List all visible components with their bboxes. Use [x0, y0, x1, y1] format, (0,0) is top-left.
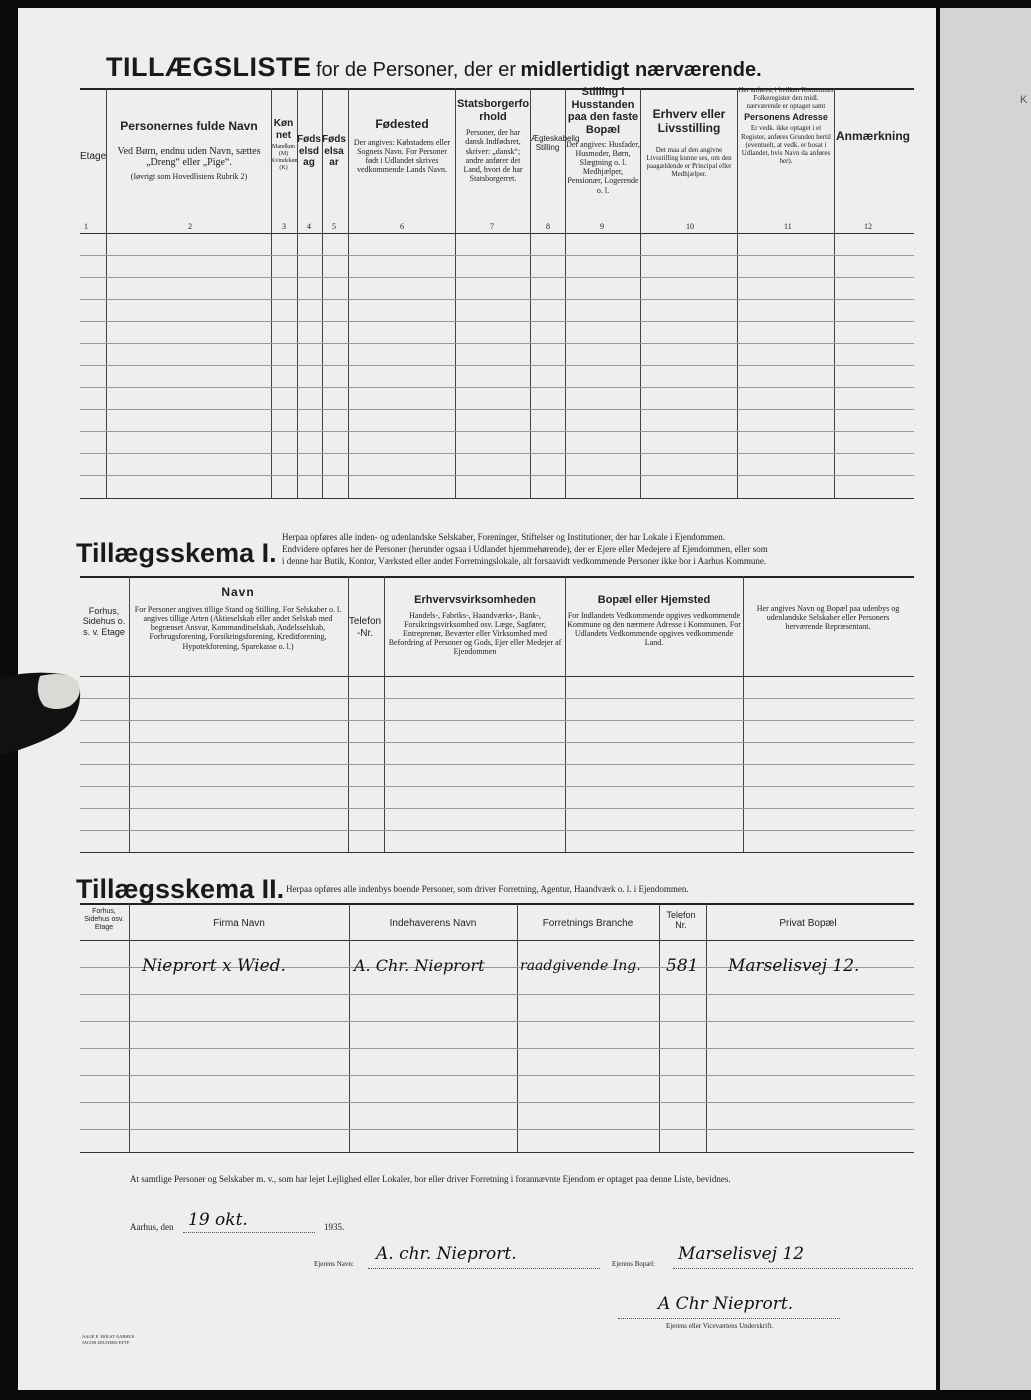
owner-address-line — [673, 1268, 913, 1269]
skema2-col-bopael: Privat Bopæl — [779, 918, 837, 929]
row-rule — [80, 365, 914, 366]
owner-name-handwritten: A. chr. Nieprort. — [376, 1244, 517, 1264]
page-title: TILLÆGSLISTE for de Personer, der er midlertidigt nærværende. — [106, 52, 762, 82]
col-header-anmaerkning: Anmærkning — [836, 129, 911, 143]
row-rule — [80, 764, 914, 765]
col-header-aegteskab: Ægteskabelig Stilling — [531, 134, 580, 153]
column-number: 1 — [84, 222, 88, 231]
row-rule — [80, 1021, 914, 1022]
col-header-foedselsaar: Fødselsaar — [322, 134, 346, 168]
row-rule — [80, 742, 914, 743]
year-label: 1935. — [324, 1222, 345, 1232]
row-rule — [80, 277, 914, 278]
column-rule — [659, 903, 660, 1152]
thumb-icon — [0, 660, 90, 780]
row-rule — [80, 1075, 914, 1076]
row-rule — [80, 1048, 914, 1049]
column-number: 2 — [188, 222, 192, 231]
form-page — [18, 8, 936, 1390]
skema2-note: Herpaa opføres alle indenbys boende Personer, som driver Forretning, Agentur, Haandværk o. l. i Ejendommen. — [286, 884, 689, 894]
row-rule — [80, 409, 914, 410]
row-rule — [80, 299, 914, 300]
divider — [80, 852, 914, 853]
column-number: 8 — [546, 222, 550, 231]
column-number: 5 — [332, 222, 336, 231]
skema1-col-navn: Navn For Personer angives tillige Stand og Stilling. For Selskaber o. l. angives tillige Arten (Aktieselskab eller andet Selskab med begrænset Ansvar, Kommanditselskab, Andelsselskab, Forbrugsforening, Forsikringsforening, Kreditforening, Hypotekforening, Sparekasse o. l.) — [134, 585, 342, 651]
column-number: 7 — [490, 222, 494, 231]
column-rule — [349, 903, 350, 1152]
column-number: 10 — [686, 222, 694, 231]
col-header-foedested: Fødested Der angives: Købstadens eller Sognets Navn. For Personer født i Udlandet skrives vedkommende Lands Navn. — [353, 117, 451, 175]
column-number: 11 — [784, 222, 792, 231]
row-rule — [80, 786, 914, 787]
col-header-foedselsdag: Fødselsdag — [297, 134, 321, 168]
telefon-cell: 581 — [666, 956, 699, 976]
column-rule — [743, 576, 744, 852]
skema2-col-firma: Firma Navn — [213, 918, 265, 929]
skema1-col-erhverv: Erhvervsvirksomheden Handels-, Fabriks-, Haandværks-, Bank-, Forsikringsvirksomhed osv. Læge, Sagfører, Entreprenør, Beværter eller Virksomhed med Befordring af Personer og Gods, Ejer eller Medejer af Ejendommen — [388, 594, 562, 657]
printer-imprint-2: JACOB ZEUNERS EFTF. — [82, 1340, 131, 1345]
column-rule — [517, 903, 518, 1152]
signature-handwritten: A Chr Nieprort. — [658, 1294, 794, 1314]
column-rule — [834, 88, 835, 498]
skema1-col-bopael: Bopæl eller Hjemsted For Indlandets Vedkommende opgives vedkommende Kommune og den nærmere Adresse i Kommunen. For Udlandets Vedkommende opgives vedkommende Land. — [567, 594, 741, 648]
row-rule — [80, 343, 914, 344]
column-number: 6 — [400, 222, 404, 231]
printer-imprint: AAGE E. HOLST AARHUS — [82, 1334, 135, 1339]
skema1-title: Tillægsskema I. — [76, 538, 277, 568]
column-number: 9 — [600, 222, 604, 231]
col-header-koen: Kønnet Mandkøn (M) Kvindekøn (K) — [271, 118, 298, 171]
skema1-note: Herpaa opføres alle inden- og udenlandske Selskaber, Foreninger, Stiftelser og Institutioner, der har Lokale i Ejendommen. Endvidere opføres her de Personer (herunder ogsaa i Udlandet hjemmehørende), der er Ejere eller Medejere af Ejendommen, eller som i denne har Butik, Kontor, Værksted eller andet Forretningslokale, alt forsaavidt vedkommende Personer ikke bor i Aarhus Kommune. — [282, 532, 768, 567]
branche-cell: raadgivende Ing. — [520, 958, 641, 974]
skema2-col-branche: Forretnings Branche — [542, 918, 634, 929]
row-rule — [80, 808, 914, 809]
skema2-col-etage: Forhus, Sidehus osv. Etage — [84, 908, 124, 932]
signature-label: Ejerens eller Viceværtens Underskrift. — [666, 1322, 774, 1330]
owner-name-line — [368, 1268, 600, 1269]
divider — [80, 233, 914, 234]
column-number: 3 — [282, 222, 286, 231]
owner-address-handwritten: Marselisvej 12 — [678, 1244, 805, 1264]
row-rule — [80, 720, 914, 721]
city-label: Aarhus, den — [130, 1222, 174, 1232]
row-rule — [80, 453, 914, 454]
row-rule — [80, 475, 914, 476]
col-header-adresse: Her anføres, i hvilken Kommunes Folkeregister den midl. nærværende er optaget samt Personens Adresse Er vedk. ikke optaget i et Register, anføres Grunden hertil (eventuelt, at vedk. er bosat i Udlandet, hvis Navn da anføres her). — [738, 86, 834, 165]
col-header-navn: Personernes fulde Navn Ved Børn, endnu uden Navn, sættes „Dreng“ eller „Pige“. (Iøvrigt som Hovedlistens Rubrik 2) — [117, 119, 261, 181]
row-rule — [80, 321, 914, 322]
row-rule — [80, 255, 914, 256]
divider — [80, 498, 914, 499]
divider — [80, 676, 914, 677]
col-header-statsborger: Statsborgerforhold Personer, der har dansk Indfødsret, skriver: „dansk“; andre anfører det Land, hvori de har Statsborgerret. — [456, 98, 530, 184]
row-rule — [80, 1102, 914, 1103]
column-rule — [129, 903, 130, 1152]
skema1-col-etage: Forhus, Sidehus o. s. v. Etage — [82, 606, 126, 637]
divider — [80, 903, 914, 905]
column-rule — [384, 576, 385, 852]
attestation-text: At samtlige Personer og Selskaber m. v., som har lejet Lejlighed eller Lokaler, bor eller driver Forretning i forannævnte Ejendom er optaget paa denne Liste, bevidnes. — [130, 1174, 731, 1184]
column-number: 4 — [307, 222, 311, 231]
column-number: 12 — [864, 222, 872, 231]
skema2-col-telefon: Telefon Nr. — [666, 910, 696, 931]
skema2-col-indehaver: Indehaverens Navn — [389, 918, 477, 929]
col-header-etage: Etage — [80, 151, 107, 162]
firma-cell: Nieprort x Wied. — [142, 956, 286, 976]
owner-name-label: Ejerens Navn: — [314, 1260, 354, 1268]
signature-line — [618, 1318, 840, 1319]
date-line — [183, 1232, 315, 1233]
owner-address-label: Ejerens Bopæl: — [612, 1260, 655, 1268]
skema1-col-telefon: Telefon-Nr. — [348, 616, 382, 639]
row-rule — [80, 431, 914, 432]
bopael-cell: Marselisvej 12. — [728, 956, 860, 976]
col-header-erhverv: Erhverv eller Livsstilling Det maa af den angivne Livsstilling kunne ses, om den paagældende er Principal eller Medhjælper. — [646, 107, 732, 178]
column-rule — [706, 903, 707, 1152]
skema1-col-repraesentant: Her angives Navn og Bopæl paa udenbys og udenlandske Selskaber eller Personers herværende Repræsentant. — [756, 604, 900, 632]
divider — [80, 940, 914, 941]
divider — [80, 1152, 914, 1153]
row-rule — [80, 830, 914, 831]
row-rule — [80, 1129, 914, 1130]
indehaver-cell: A. Chr. Nieprort — [354, 956, 485, 975]
col-header-stilling: Stilling i Husstanden paa den faste Bopæl Der angives: Husfader, Husmoder, Børn, Slægtning o. l. Medhjælper, Pensionær, Logerende o. l. — [566, 86, 640, 195]
skema2-title: Tillægsskema II. — [76, 874, 285, 904]
divider — [80, 576, 914, 578]
row-rule — [80, 387, 914, 388]
column-rule — [348, 88, 349, 498]
row-rule — [80, 994, 914, 995]
date-handwritten: 19 okt. — [188, 1210, 248, 1230]
adjacent-page-edge: K — [940, 8, 1031, 1390]
row-rule — [80, 698, 914, 699]
